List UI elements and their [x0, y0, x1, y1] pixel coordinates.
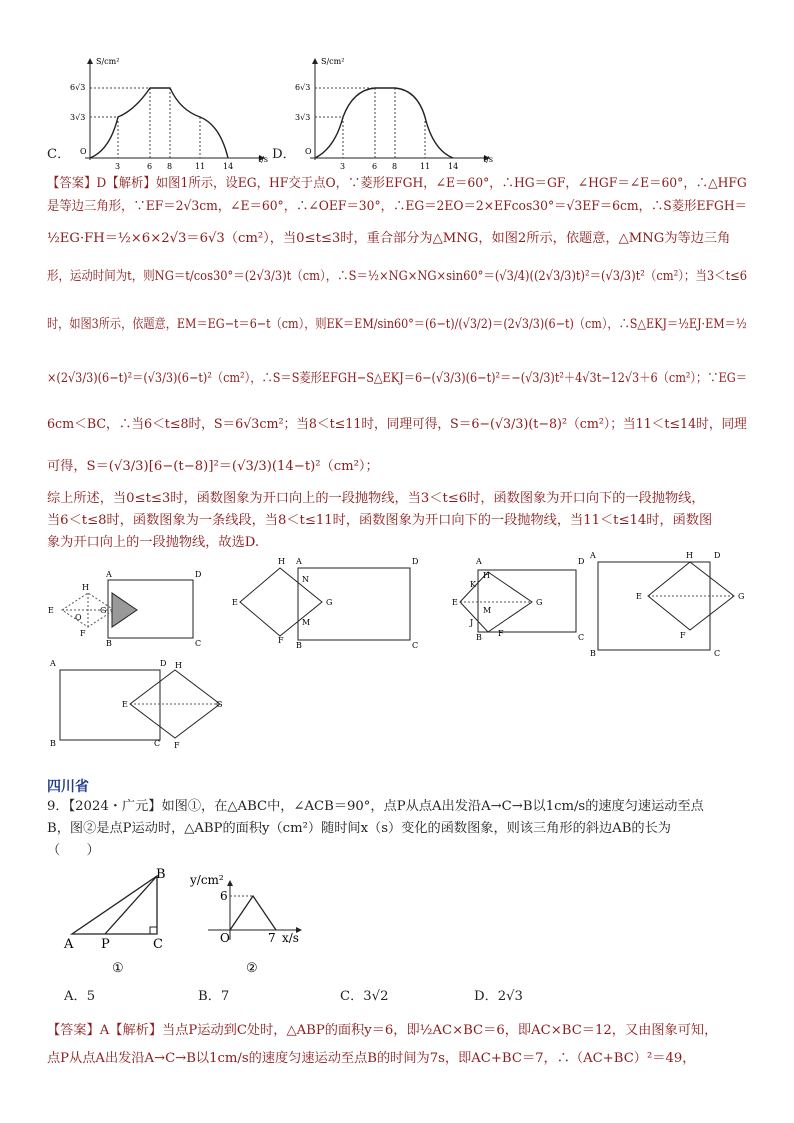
figure-3: [452, 557, 584, 642]
solution-line: 综上所述，当0≤t≤3时，函数图象为开口向上的一段抛物线，当3＜t≤6时，函数图象为开口向下的一段抛物线，: [47, 491, 705, 506]
svg-text:F: F: [80, 629, 86, 638]
figure-5: [49, 659, 222, 750]
svg-text:11: 11: [420, 162, 431, 171]
svg-text:O: O: [305, 147, 312, 156]
svg-text:B: B: [476, 633, 482, 642]
svg-text:A: A: [50, 659, 56, 668]
svg-text:C: C: [195, 639, 202, 648]
svg-text:6√3: 6√3: [295, 83, 311, 92]
solution-line: 6cm＜BC，∴当6＜t≤8时，S＝6√3cm²；当8＜t≤11时，同理可得，S＝6−(√3/3)(t−8)²（cm²）；当11＜t≤14时，同理: [47, 417, 747, 432]
svg-text:E: E: [122, 700, 128, 709]
svg-text:P: P: [101, 937, 110, 952]
solution-line: 象为开口向上的一段抛物线，故选D.: [47, 535, 260, 550]
svg-text:E: E: [48, 606, 54, 615]
solution-line: 是等边三角形，∵EF＝2√3cm，∠E＝60°，∴∠OEF＝30°，∴EG＝2EO＝2×EFcos30°＝√3EF＝6cm，∴S菱形EFGH＝: [47, 199, 747, 214]
figure-4: [589, 551, 744, 658]
solution-line: 点P从点A出发沿A→C→B以1cm/s的速度匀速运动至点B的时间为7s，即AC+BC＝7，∴（AC+BC）²＝49，: [47, 1051, 696, 1066]
svg-text:t/s: t/s: [483, 155, 494, 164]
svg-text:B: B: [590, 649, 596, 658]
svg-text:D: D: [160, 659, 167, 668]
svg-text:O: O: [80, 147, 87, 156]
option-a: A．5: [64, 989, 96, 1004]
svg-text:O: O: [75, 613, 82, 622]
svg-text:G: G: [216, 700, 223, 709]
svg-text:6: 6: [372, 162, 378, 171]
svg-text:M: M: [483, 606, 492, 615]
rhombus-figures: [40, 550, 760, 760]
fig2-caption: ②: [246, 961, 258, 976]
svg-text:C: C: [714, 649, 721, 658]
question-line: （ ）: [47, 843, 100, 858]
fig1-caption: ①: [112, 961, 124, 976]
svg-text:C: C: [153, 937, 163, 952]
svg-text:E: E: [232, 598, 238, 607]
svg-text:C: C: [154, 739, 161, 748]
svg-text:B: B: [50, 739, 56, 748]
svg-text:H: H: [175, 661, 182, 670]
svg-text:N: N: [302, 575, 309, 584]
question-line: B，图②是点P运动时，△ABP的面积y（cm²）随时间x（s）变化的函数图象，则该三角形的斜边AB的长为: [47, 821, 671, 836]
svg-text:8: 8: [167, 162, 173, 171]
svg-text:6: 6: [147, 162, 153, 171]
svg-text:A: A: [590, 551, 596, 560]
fig2-origin: O: [220, 931, 230, 945]
option-c-label: C．: [47, 147, 71, 162]
svg-text:D: D: [578, 557, 585, 566]
svg-text:C: C: [578, 633, 585, 642]
svg-text:S/cm²: S/cm²: [96, 57, 120, 66]
svg-text:t/s: t/s: [258, 155, 269, 164]
svg-text:M: M: [302, 618, 311, 627]
svg-text:G: G: [738, 592, 745, 601]
solution-line: ½EG·FH＝½×6×2√3＝6√3（cm²），当0≤t≤3时，重合部分为△MNG，如图2所示，依题意，△MNG为等边三角: [47, 231, 731, 246]
solution-line: 形，运动时间为t，则NG＝t/cos30°＝(2√3/3)t（cm），∴S＝½×NG×NG×sin60°＝(√3/4)((2√3/3)t)²＝(√3/3)t²（cm²）；当3＜t≤6: [47, 269, 748, 284]
svg-text:G: G: [536, 598, 543, 607]
solution-line: ×(2√3/3)(6−t)²＝(√3/3)(6−t)²（cm²），∴S＝S菱形EFGH−S△EKJ＝6−(√3/3)(6−t)²＝−(√3/3)t²＋4√3t−12√3＋6（cm²）；∵EG＝: [47, 371, 747, 386]
option-d-label: D．: [272, 147, 296, 162]
svg-text:G: G: [326, 598, 333, 607]
svg-text:3√3: 3√3: [295, 113, 311, 122]
svg-text:D: D: [195, 570, 202, 579]
svg-text:6√3: 6√3: [70, 83, 86, 92]
figure-2: [232, 557, 418, 650]
svg-text:F: F: [278, 636, 284, 645]
triangle-figure: [63, 867, 166, 952]
svg-text:A: A: [476, 557, 482, 566]
svg-text:H: H: [483, 571, 490, 580]
svg-text:F: F: [174, 741, 180, 750]
fig2-y-tick: 6: [220, 889, 228, 903]
graph-d: [295, 57, 493, 171]
svg-text:E: E: [452, 598, 458, 607]
section-title: 四川省: [47, 778, 89, 794]
svg-text:F: F: [680, 631, 686, 640]
svg-text:D: D: [412, 557, 419, 566]
svg-text:3: 3: [115, 162, 121, 171]
svg-text:D: D: [714, 551, 721, 560]
svg-text:S/cm²: S/cm²: [321, 57, 345, 66]
svg-text:J: J: [470, 618, 474, 627]
question-line: 9．【2024・广元】如图①，在△ABC中，∠ACB＝90°，点P从点A出发沿A→C→B以1cm/s的速度匀速运动至点: [47, 799, 704, 814]
svg-text:A: A: [106, 570, 112, 579]
svg-text:C: C: [412, 641, 419, 650]
solution-line: 【答案】D【解析】如图1所示，设EG，HF交于点O，∵菱形EFGH，∠E＝60°，∴HG＝GF，∠HGF＝∠E＝60°，∴△HFG: [47, 176, 747, 191]
svg-text:A: A: [296, 557, 302, 566]
svg-text:3√3: 3√3: [70, 113, 86, 122]
svg-text:K: K: [470, 580, 476, 589]
solution-line: 【答案】A【解析】当点P运动到C处时，△ABP的面积y＝6，即½AC×BC＝6，即AC×BC＝12，又由图象可知，: [47, 1023, 718, 1038]
svg-text:14: 14: [448, 162, 459, 171]
svg-text:11: 11: [195, 162, 206, 171]
svg-text:B: B: [106, 639, 112, 648]
svg-text:8: 8: [392, 162, 398, 171]
fig2-xlabel: x/s: [282, 931, 299, 945]
svg-text:B: B: [156, 867, 166, 882]
svg-text:F: F: [498, 629, 504, 638]
option-b: B．7: [198, 989, 230, 1004]
svg-text:H: H: [82, 583, 89, 592]
svg-text:G: G: [100, 606, 107, 615]
svg-text:14: 14: [223, 162, 234, 171]
svg-text:H: H: [278, 557, 285, 566]
svg-text:B: B: [296, 641, 302, 650]
solution-line: 可得，S＝(√3/3)[6−(t−8)]²＝(√3/3)(14−t)²（cm²）；: [47, 459, 379, 474]
svg-text:H: H: [686, 551, 693, 560]
solution-line: 当6＜t≤8时，函数图象为一条线段，当8＜t≤11时，函数图象为开口向下的一段抛物线，当11＜t≤14时，函数图: [47, 513, 713, 528]
question-figures: [60, 862, 360, 977]
fig2-ylabel: y/cm²: [190, 873, 224, 887]
function-graph: [189, 873, 302, 945]
graph-c: [70, 57, 268, 171]
fig2-x-tick: 7: [268, 931, 276, 945]
svg-text:3: 3: [340, 162, 346, 171]
option-d: D．2√3: [474, 989, 523, 1004]
svg-text:A: A: [64, 937, 74, 952]
option-c: C．3√2: [340, 989, 389, 1004]
solution-line: 时，如图3所示，依题意，EM＝EG−t＝6−t（cm），则EK＝EM/sin60°＝(6−t)/(√3/2)＝(2√3/3)(6−t)（cm），∴S△EKJ＝½EJ·EM＝½: [47, 317, 747, 332]
answer-graphs: [40, 50, 494, 171]
figure-1: [48, 570, 201, 648]
svg-text:E: E: [636, 592, 642, 601]
